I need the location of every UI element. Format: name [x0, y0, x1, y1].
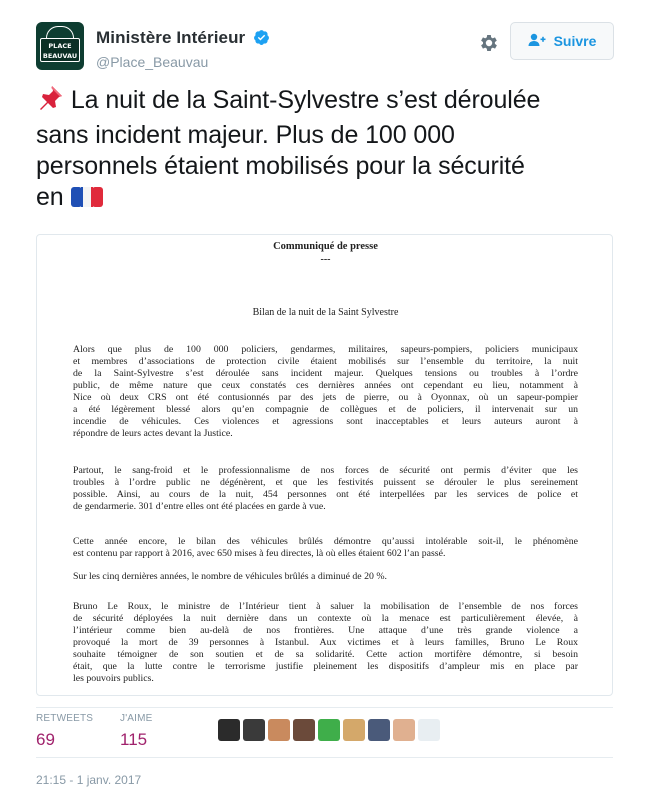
liker-avatar-5[interactable] [318, 719, 340, 741]
liker-avatar-8[interactable] [393, 719, 415, 741]
document-line: a été légèrement blessé alors qu’en compagnie de collègues et de policiers, il intervenait sur un [73, 404, 578, 415]
stats-divider-bottom [36, 757, 613, 758]
document-line: incendie de véhicules. Ces violences et agressions sont inacceptables et leurs auteurs auront à [73, 416, 578, 427]
add-user-icon [528, 33, 546, 50]
document-line: possible. Ainsi, au cours de la nuit, 454 personnes ont été interpellées par les services de police et [73, 489, 578, 500]
verified-badge-icon [253, 29, 270, 51]
avatar-arch [46, 26, 74, 38]
document-line: est contenu par rapport à 2016, avec 650 mises à feu directes, là où elles étaient 602 l’an passé. [73, 548, 446, 559]
tweet-line-4 [36, 182, 616, 217]
retweets-count: 69 [36, 730, 55, 749]
document-separator: --- [320, 254, 331, 265]
tweet-text-line-4: en [36, 183, 64, 211]
follow-button[interactable] [510, 22, 614, 60]
document-line: de la Saint-Sylvestre s’est déroulée sans incident majeur. Quelques tensions ou troubles à l’ordre [73, 368, 578, 379]
liker-avatar-9[interactable] [418, 719, 440, 741]
tweet-header [36, 22, 616, 72]
account-handle[interactable]: @Place_Beauvau [96, 54, 209, 70]
document-line: de gendarmerie. 301 d’entre elles ont été placées en garde à vue. [73, 501, 326, 512]
liker-avatar-2[interactable] [243, 719, 265, 741]
tweet-text-line-1: La nuit de la Saint-Sylvestre s’est déroulée [70, 86, 541, 114]
retweets-stat[interactable] [36, 713, 93, 750]
tweet-text [36, 84, 616, 217]
account-avatar[interactable] [36, 22, 84, 70]
document-paragraph-2 [73, 465, 578, 513]
document-paragraph-4 [73, 571, 578, 583]
avatar-text-line-1: PLACE [48, 42, 72, 50]
document-line: troubles à l’ordre public ne dégénèrent, et que les festivités puissent se dérouler le plus sereinement [73, 477, 578, 488]
likes-stat[interactable] [120, 713, 153, 750]
france-flag-icon [70, 185, 104, 217]
document-line: Sur les cinq dernières années, le nombre de véhicules brûlés a diminué de 20 %. [73, 571, 387, 582]
document-line: de sécurité déployées la nuit dernière dans un contexte où la menace est particulièrement élevée, à [73, 613, 578, 624]
document-line: l’intérieur comme bien au-delà de nos frontières. Une attaque d’une très grande violence a [73, 625, 578, 636]
tweet-text-line-2: sans incident majeur. Plus de 100 000 [36, 121, 455, 149]
likes-count: 115 [120, 730, 148, 749]
document-line: souhaite témoigner de son soutien et de sa solidarité. Cette action mortifère démontre, si besoin [73, 649, 578, 660]
document-line: et membres d’associations de protection civile étaient mobilisés sur l’ensemble du territoire, la nuit [73, 356, 578, 367]
document-line: répondre de leurs actes devant la Justice. [73, 428, 233, 439]
document-line: Bruno Le Roux, le ministre de l’Intérieur tient à saluer la mobilisation de l’ensemble de nos forces [73, 601, 578, 612]
document-title: Communiqué de presse [273, 241, 378, 252]
tweet-timestamp[interactable]: 21:15 - 1 janv. 2017 [36, 773, 142, 787]
document-line: Partout, le sang-froid et le professionnalisme de nos forces de sécurité ont permis d’éviter que les [73, 465, 578, 476]
document-line: Nice où deux CRS ont été contusionnés par des jets de pierre, ou à Oyonnax, où un sapeur-pompier [73, 392, 578, 403]
liker-avatar-4[interactable] [293, 719, 315, 741]
press-release-image[interactable] [36, 234, 613, 696]
retweets-label: RETWEETS [36, 713, 94, 724]
liker-avatar-1[interactable] [218, 719, 240, 741]
gear-icon[interactable] [478, 32, 502, 56]
liker-avatar-6[interactable] [343, 719, 365, 741]
account-names [96, 28, 270, 70]
liker-avatar-7[interactable] [368, 719, 390, 741]
liker-avatar-3[interactable] [268, 719, 290, 741]
document-paragraph-3 [73, 536, 578, 560]
document-line: les pouvoirs publics. [73, 673, 154, 684]
document-line: était, que la lutte contre le terrorisme justifie pleinement les dispositifs d’ampleur mis en place par [73, 661, 578, 672]
likes-label: J'AIME [120, 713, 153, 724]
tweet-line-1 [36, 84, 616, 120]
document-line: public, de même nature que ceux constatés ces dernières années ont cependant eu lieu, notamment à [73, 380, 578, 391]
document-line: provoqué la mort de 39 personnes à Istanbul. Aux victimes et à leurs familles, Bruno Le Roux [73, 637, 578, 648]
stats-divider-top [36, 707, 613, 708]
document-line: Alors que plus de 100 000 policiers, gendarmes, militaires, sapeurs-pompiers, policiers municipaux [73, 344, 578, 355]
display-name[interactable]: Ministère Intérieur [96, 28, 246, 47]
liker-avatars [218, 719, 440, 747]
avatar-text-line-2: BEAUVAU [42, 52, 78, 60]
follow-label: Suivre [553, 33, 597, 49]
document-paragraph-5 [73, 601, 578, 685]
document-paragraph-1 [73, 344, 578, 440]
avatar-plate [40, 38, 80, 62]
tweet-text-line-3: personnels étaient mobilisés pour la sécurité [36, 152, 525, 180]
document-line: Cette année encore, le bilan des véhicules brûlés démontre qu’aussi intolérable soit-il, le phénomène [73, 536, 578, 547]
pushpin-icon [36, 84, 64, 120]
document-subtitle: Bilan de la nuit de la Saint Sylvestre [252, 307, 399, 318]
